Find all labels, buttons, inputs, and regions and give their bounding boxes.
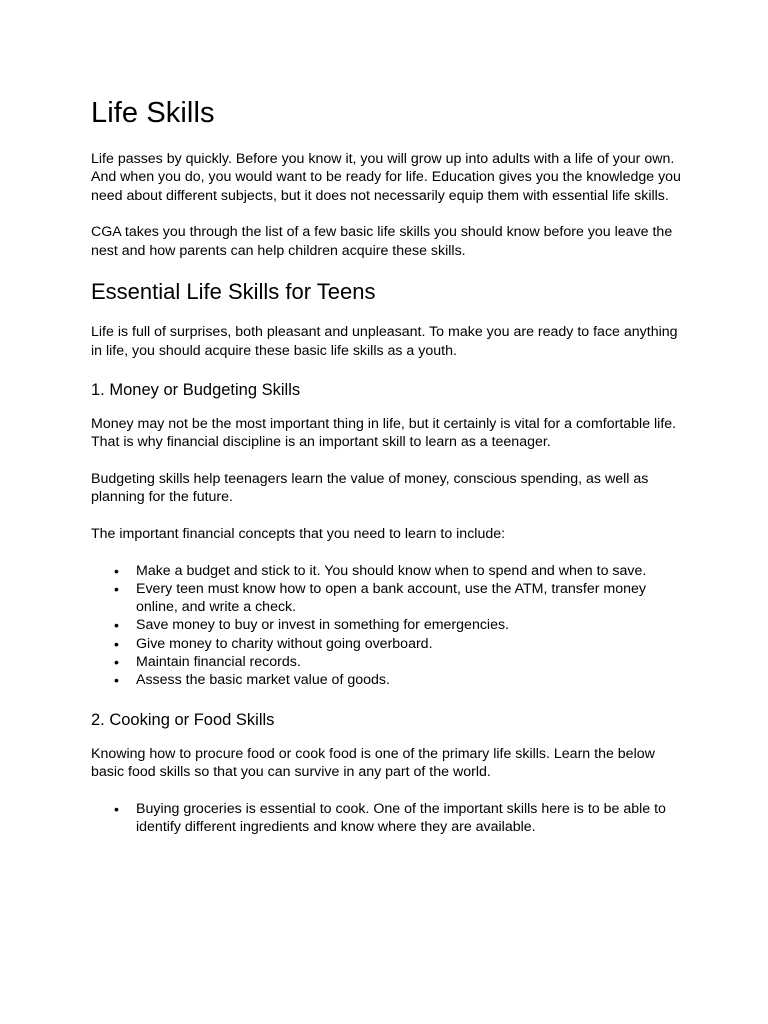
cooking-paragraph: Knowing how to procure food or cook food is one of the primary life skills. Learn the below basic food skills so that you can survive in any part of the world. — [91, 745, 655, 780]
document-page — [91, 96, 681, 855]
list-item: • Every teen must know how to open a bank account, use the ATM, transfer money online, and write a check. — [136, 580, 681, 617]
section-paragraph: Life is full of surprises, both pleasant and unpleasant. To make you are ready to face anything in life, you should acquire these basic life skills as a youth. — [91, 324, 678, 359]
section-heading: Essential Life Skills for Teens — [91, 279, 376, 305]
cooking-heading: 2. Cooking or Food Skills — [91, 710, 275, 729]
list-item: • Make a budget and stick to it. You should know when to spend and when to save. — [136, 562, 681, 580]
money-paragraph-1: Money may not be the most important thing in life, but it certainly is vital for a comfortable life. That is why financial discipline is an important skill to learn as a teenager. — [91, 415, 677, 450]
list-item: • Give money to charity without going overboard. — [136, 635, 681, 653]
money-paragraph-2: Budgeting skills help teenagers learn the value of money, conscious spending, as well as planning for the future. — [91, 470, 649, 505]
list-item: • Maintain financial records. — [136, 653, 681, 671]
intro-paragraph-2: CGA takes you through the list of a few basic life skills you should know before you leave the nest and how parents can help children acquire these skills. — [91, 224, 673, 259]
money-bullet-list — [91, 562, 681, 690]
cooking-bullet-list — [91, 800, 681, 837]
money-heading: 1. Money or Budgeting Skills — [91, 380, 301, 399]
intro-paragraph-1: Life passes by quickly. Before you know it, you will grow up into adults with a life of your own. And when you do, you would want to be ready for life. Education gives you the knowledge you need about different subjects, but it does not necessarily equip them with essential life skills. — [91, 151, 681, 204]
money-paragraph-3: The important financial concepts that you need to learn to include: — [91, 525, 506, 542]
list-item: • Buying groceries is essential to cook. One of the important skills here is to be able to identify different ingredients and know where they are available. — [136, 800, 681, 837]
page-title: Life Skills — [91, 97, 215, 129]
list-item: • Save money to buy or invest in something for emergencies. — [136, 616, 681, 634]
list-item: • Assess the basic market value of goods. — [136, 671, 681, 689]
